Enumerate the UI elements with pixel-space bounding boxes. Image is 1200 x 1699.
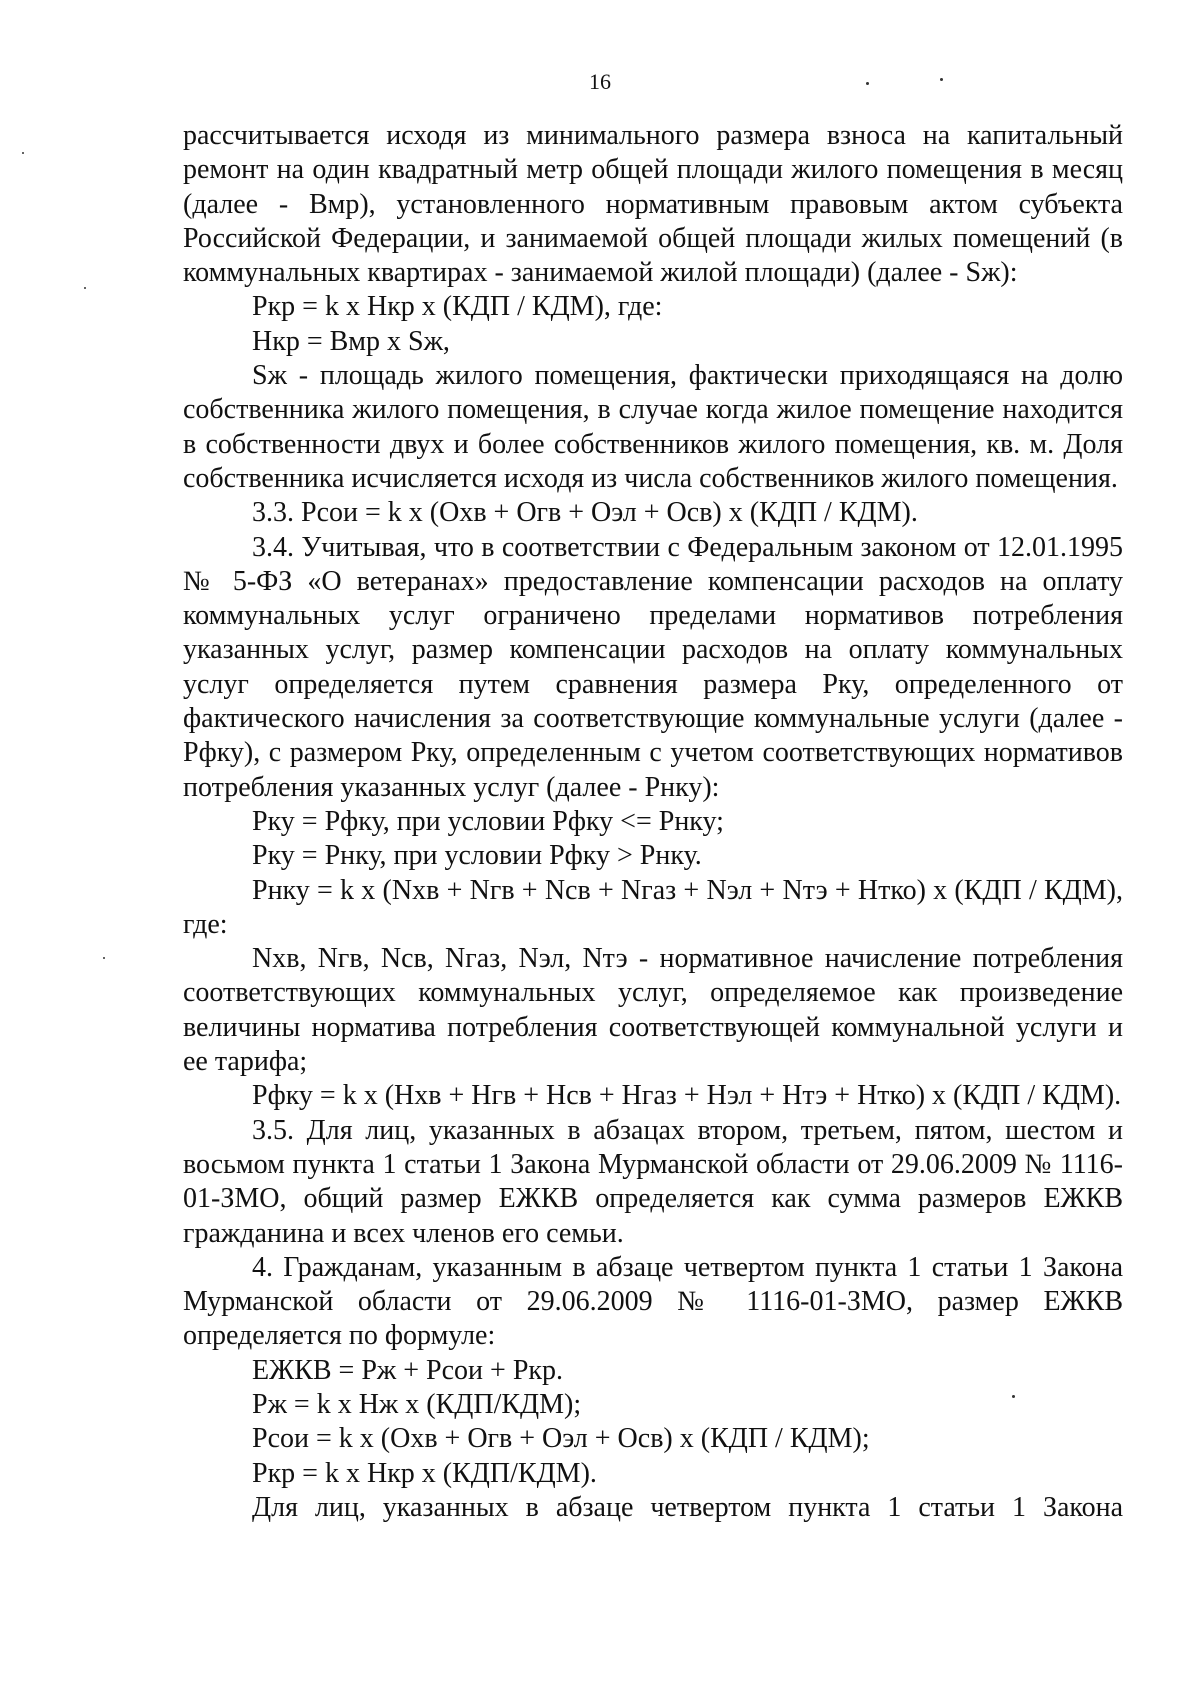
paragraph-trailing: Для лиц, указанных в абзаце четвертом пункта 1 статьи 1 Закона <box>252 1491 1123 1523</box>
page-number: 16 <box>589 69 611 94</box>
formula-rkr: Ркр = k х Нкр х (КДП / КДМ), где: <box>252 291 663 323</box>
paragraph-3-4: 3.4. Учитывая, что в соответствии с Федеральным законом от 12.01.1995 № 5-ФЗ «О ветеранах» предоставление компенсации расходов на оплату коммунальных услуг ограничено пределами нормативов потребления указанных услуг, размер компенсации расходов на оплату коммунальных услуг определяется путем сравнения размера Рку, определенного от фактического начисления за соответствующие коммунальные услуги (далее - Рфку), с размером Рку, определенным с учетом соответствующих нормативов потребления указанных услуг (далее - Рнку): <box>183 531 1123 803</box>
formula-rkr-2: Ркр = k х Нкр х (КДП/КДМ). <box>252 1457 597 1489</box>
formula-rku-fact: Рку = Рфку, при условии Рфку <= Рнку; <box>252 805 724 837</box>
paragraph-continuation-kr: рассчитывается исходя из минимального размера взноса на капитальный ремонт на один квадратный метр общей площади жилого помещения в месяц (далее - Вмр), установленного нормативным правовым актом субъекта Российской Федерации, и занимаемой общей площади жилых помещений (в коммунальных квартирах - занимаемой жилой площади) (далее - Sж): <box>183 120 1123 289</box>
formula-rfku: Рфку = k х (Нхв + Нгв + Нсв + Нгаз + Нэл + Нтэ + Нтко) х (КДП / КДМ). <box>252 1080 1122 1112</box>
scan-speck <box>84 287 86 289</box>
formula-rj: Рж = k х Нж х (КДП/КДМ); <box>252 1388 582 1420</box>
scan-speck <box>1012 1395 1015 1398</box>
paragraph-4: 4. Гражданам, указанным в абзаце четвертом пункта 1 статьи 1 Закона Мурманской области от 29.06.2009 № 1116-01-ЗМО, размер ЕЖКВ определяется по формуле: <box>183 1251 1123 1352</box>
formula-rnku: Рнку = k х (Nхв + Nгв + Nсв + Nгаз + Nэл + Nтэ + Нтко) х (КДП / КДМ), где: <box>183 874 1123 940</box>
scan-speck <box>103 957 105 959</box>
paragraph-n-definition: Nхв, Nгв, Nсв, Nгаз, Nэл, Nтэ - нормативное начисление потребления соответствующих коммунальных услуг, определяемое как произведение величины норматива потребления соответствующей коммунальной услуги и ее тарифа; <box>183 943 1123 1078</box>
formula-ejkv: ЕЖКВ = Рж + Рсои + Ркр. <box>252 1354 563 1386</box>
formula-rku-norm: Рку = Рнку, при условии Рфку > Рнку. <box>252 840 702 872</box>
scan-speck <box>866 82 869 85</box>
formula-rsoi: Рсои = k х (Охв + Огв + Оэл + Осв) х (КДП / КДМ); <box>252 1423 870 1455</box>
paragraph-3-5: 3.5. Для лиц, указанных в абзацах втором, третьем, пятом, шестом и восьмом пункта 1 статьи 1 Закона Мурманской области от 29.06.2009 № 1116-01-ЗМО, общий размер ЕЖКВ определяется как сумма размеров ЕЖКВ гражданина и всех членов его семьи. <box>183 1114 1123 1249</box>
scan-speck <box>22 152 24 154</box>
formula-rsoi-3-3: 3.3. Рсои = k х (Охв + Огв + Оэл + Осв) х (КДП / КДМ). <box>252 497 918 529</box>
paragraph-sj-definition: Sж - площадь жилого помещения, фактически приходящаяся на долю собственника жилого помещения, в случае когда жилое помещение находится в собственности двух и более собственников жилого помещения, кв. м. Доля собственника исчисляется исходя из числа собственников жилого помещения. <box>183 360 1123 494</box>
scan-speck <box>940 78 943 81</box>
document-body <box>183 119 1123 1525</box>
formula-nkr: Нкр = Вмр х Sж, <box>252 325 450 357</box>
